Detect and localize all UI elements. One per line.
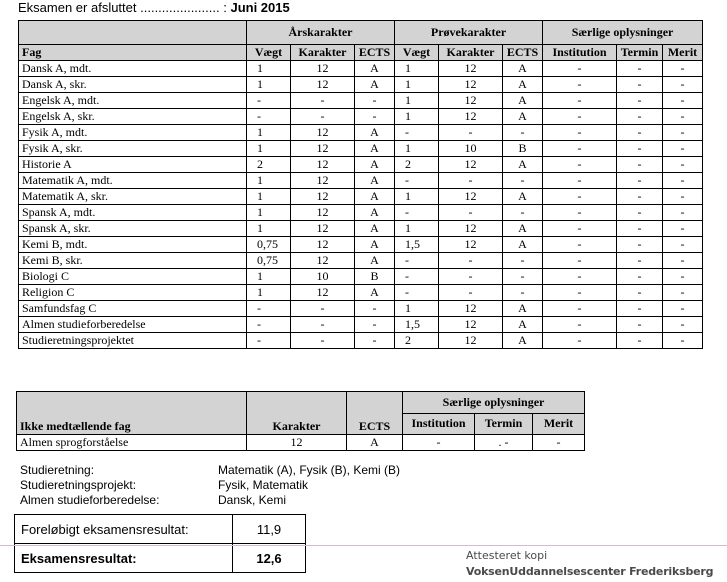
cell-fag: Almen studieforberedelse [19, 317, 247, 333]
cell-institution: - [543, 301, 617, 317]
cell-karakter-prove: 12 [439, 109, 503, 125]
cell-institution: - [543, 109, 617, 125]
cell-fag: Spansk A, mdt. [19, 205, 247, 221]
cell-institution: - [543, 269, 617, 285]
cell-termin: - [617, 301, 663, 317]
cell-vaegt: - [247, 317, 291, 333]
cell-merit: - [663, 253, 703, 269]
cell-merit: - [663, 157, 703, 173]
non-counting-table [16, 391, 585, 451]
cell-fag: Fysik A, mdt. [19, 125, 247, 141]
cell-vaegt: - [247, 93, 291, 109]
cell-vaegt-prove: 1 [395, 93, 439, 109]
cell-termin: - [617, 141, 663, 157]
cell-vaegt-prove: 1 [395, 109, 439, 125]
cell-karakter: 12 [291, 173, 355, 189]
cell-merit: - [663, 173, 703, 189]
cell-vaegt: 2 [247, 157, 291, 173]
cell-karakter-prove: 12 [439, 93, 503, 109]
almen-studieforberedelse-label: Almen studieforberedelse: [20, 493, 160, 507]
cell-karakter: - [291, 333, 355, 349]
table-row [19, 189, 703, 205]
cell-merit: - [663, 141, 703, 157]
cell-ects: A [355, 189, 395, 205]
cell-merit: - [663, 109, 703, 125]
cell-ects: A [355, 173, 395, 189]
studieretningsprojekt-value: Fysik, Matematik [218, 478, 309, 492]
cell-institution: - [543, 93, 617, 109]
results-box [14, 514, 306, 573]
cell-vaegt: 0,75 [247, 237, 291, 253]
cell-vaegt-prove: - [395, 253, 439, 269]
cell-karakter: 12 [291, 253, 355, 269]
cell-karakter: 12 [291, 221, 355, 237]
exam-completed-header [18, 0, 290, 15]
cell-karakter-prove: 12 [439, 189, 503, 205]
cell-termin: - [617, 285, 663, 301]
cell-ects: - [355, 109, 395, 125]
cell-ects: A [355, 205, 395, 221]
cell-institution: - [543, 61, 617, 77]
cell-institution: - [543, 77, 617, 93]
cell-karakter-prove: 12 [439, 317, 503, 333]
cell-fag: Studieretningsprojektet [19, 333, 247, 349]
cell-termin: - [617, 125, 663, 141]
cell-fag: Religion C [19, 285, 247, 301]
cell-ects: - [355, 93, 395, 109]
table-row [19, 221, 703, 237]
cell-karakter: 10 [291, 269, 355, 285]
cell-ects-prove: A [503, 301, 543, 317]
cell-merit: - [663, 333, 703, 349]
table-row [19, 125, 703, 141]
cell-institution: - [543, 173, 617, 189]
cell-termin: - [617, 205, 663, 221]
cell-institution: - [403, 435, 475, 451]
cell-institution: - [543, 157, 617, 173]
cell-vaegt: 0,75 [247, 253, 291, 269]
cell-ects: - [355, 317, 395, 333]
cell-termin: - [617, 317, 663, 333]
cell-karakter-prove: 12 [439, 77, 503, 93]
cell-institution: - [543, 125, 617, 141]
cell-vaegt-prove: 1 [395, 301, 439, 317]
cell-merit: - [533, 435, 585, 451]
header-provekarakter: Prøvekarakter [395, 21, 543, 45]
cell-karakter: - [291, 109, 355, 125]
table-row [19, 205, 703, 221]
studieretning-value: Matematik (A), Fysik (B), Kemi (B) [218, 463, 401, 477]
cell-karakter-prove: - [439, 205, 503, 221]
cell-karakter: 12 [291, 125, 355, 141]
cell-ects-prove: - [503, 269, 543, 285]
cell-karakter-prove: - [439, 285, 503, 301]
cell-vaegt: 1 [247, 77, 291, 93]
header-aarskarakter: Årskarakter [247, 21, 395, 45]
cell-vaegt-prove: 2 [395, 157, 439, 173]
attestation-stamp [466, 548, 713, 580]
cell-fag: Spansk A, skr. [19, 221, 247, 237]
cell-institution: - [543, 237, 617, 253]
cell-karakter: - [291, 93, 355, 109]
cell-fag: Dansk A, mdt. [19, 61, 247, 77]
cell-fag: Almen sprogforståelse [17, 435, 247, 451]
cell-karakter: 12 [291, 141, 355, 157]
col-merit: Merit [663, 45, 703, 61]
cell-ects-prove: - [503, 125, 543, 141]
table-row [19, 157, 703, 173]
final-result-label: Eksamensresultat: [15, 544, 233, 573]
cell-termin: - [617, 189, 663, 205]
cell-merit: - [663, 221, 703, 237]
cell-karakter: 12 [291, 189, 355, 205]
cell-institution: - [543, 221, 617, 237]
table-row [19, 269, 703, 285]
cell-merit: - [663, 301, 703, 317]
col-ects-2: ECTS [347, 392, 403, 435]
table-row [19, 109, 703, 125]
cell-vaegt: 1 [247, 173, 291, 189]
table-row [19, 333, 703, 349]
cell-institution: - [543, 205, 617, 221]
cell-termin: - [617, 157, 663, 173]
cell-merit: - [663, 269, 703, 285]
cell-termin: - [617, 269, 663, 285]
cell-vaegt: 1 [247, 141, 291, 157]
cell-karakter: 12 [291, 77, 355, 93]
table-row [19, 61, 703, 77]
header-saerlige-oplysninger: Særlige oplysninger [543, 21, 703, 45]
table-row [19, 253, 703, 269]
cell-merit: - [663, 189, 703, 205]
col-vaegt: Vægt [247, 45, 291, 61]
cell-fag: Kemi B, mdt. [19, 237, 247, 253]
almen-studieforberedelse-value: Dansk, Kemi [218, 493, 287, 507]
cell-karakter-prove: 12 [439, 157, 503, 173]
cell-karakter-prove: 12 [439, 221, 503, 237]
cell-karakter-prove: - [439, 269, 503, 285]
cell-institution: - [543, 333, 617, 349]
col-merit-2: Merit [533, 413, 585, 435]
cell-ects: A [355, 125, 395, 141]
cell-termin: - [617, 173, 663, 189]
cell-karakter-prove: 10 [439, 141, 503, 157]
table-row [19, 93, 703, 109]
cell-ects-prove: A [503, 93, 543, 109]
cell-vaegt-prove: - [395, 173, 439, 189]
cell-fag: Engelsk A, skr. [19, 109, 247, 125]
cell-vaegt: 1 [247, 269, 291, 285]
table-row [19, 317, 703, 333]
table-row [19, 141, 703, 157]
cell-ects: A [355, 141, 395, 157]
cell-ects: A [355, 77, 395, 93]
cell-merit: - [663, 237, 703, 253]
cell-karakter: 12 [291, 61, 355, 77]
cell-vaegt-prove: - [395, 269, 439, 285]
cell-karakter-prove: 12 [439, 301, 503, 317]
cell-fag: Samfundsfag C [19, 301, 247, 317]
cell-ects-prove: - [503, 173, 543, 189]
header-colon: : [223, 0, 227, 15]
cell-ects-prove: A [503, 109, 543, 125]
cell-ects: B [355, 269, 395, 285]
cell-ects-prove: B [503, 141, 543, 157]
cell-ects-prove: A [503, 189, 543, 205]
grades-table-blank-header [19, 21, 247, 45]
table-row [19, 301, 703, 317]
cell-merit: - [663, 61, 703, 77]
cell-ects-prove: - [503, 253, 543, 269]
cell-merit: - [663, 93, 703, 109]
col-institution: Institution [543, 45, 617, 61]
cell-vaegt-prove: 1,5 [395, 317, 439, 333]
cell-vaegt: - [247, 109, 291, 125]
cell-ects-prove: A [503, 77, 543, 93]
cell-institution: - [543, 317, 617, 333]
col-karakter: Karakter [291, 45, 355, 61]
cell-vaegt: 1 [247, 285, 291, 301]
stamp-line-2: VoksenUddannelsescenter Frederiksberg [466, 565, 714, 578]
cell-vaegt: 1 [247, 125, 291, 141]
cell-merit: - [663, 77, 703, 93]
cell-institution: - [543, 189, 617, 205]
cell-karakter: 12 [291, 157, 355, 173]
cell-ects: A [355, 221, 395, 237]
cell-ects-prove: - [503, 285, 543, 301]
cell-ects: - [355, 301, 395, 317]
header-dots: ...................... [140, 0, 220, 15]
cell-karakter: 12 [247, 435, 347, 451]
cell-termin: - [617, 333, 663, 349]
cell-vaegt-prove: - [395, 285, 439, 301]
cell-vaegt-prove: 1 [395, 77, 439, 93]
cell-institution: - [543, 141, 617, 157]
cell-ects: A [355, 285, 395, 301]
col-karakter-2: Karakter [247, 392, 347, 435]
cell-vaegt-prove: - [395, 205, 439, 221]
cell-ects: A [355, 237, 395, 253]
cell-fag: Historie A [19, 157, 247, 173]
cell-karakter: - [291, 317, 355, 333]
cell-termin: - [617, 77, 663, 93]
table-row [19, 77, 703, 93]
table-row [19, 173, 703, 189]
cell-merit: - [663, 317, 703, 333]
cell-ects-prove: A [503, 221, 543, 237]
cell-fag: Dansk A, skr. [19, 77, 247, 93]
cell-termin: - [617, 253, 663, 269]
table-row [19, 237, 703, 253]
col-termin: Termin [617, 45, 663, 61]
cell-termin: - [617, 109, 663, 125]
cell-institution: - [543, 285, 617, 301]
cell-merit: - [663, 125, 703, 141]
cell-merit: - [663, 205, 703, 221]
studieretning-label: Studieretning: [20, 463, 95, 477]
cell-vaegt-prove: 1 [395, 61, 439, 77]
cell-ects-prove: A [503, 317, 543, 333]
cell-ects-prove: - [503, 205, 543, 221]
cell-ects: - [355, 333, 395, 349]
cell-ects: A [355, 253, 395, 269]
col-fag: Fag [19, 45, 247, 61]
col-institution-2: Institution [403, 413, 475, 435]
cell-vaegt-prove: 1 [395, 141, 439, 157]
cell-institution: - [543, 253, 617, 269]
cell-karakter-prove: - [439, 125, 503, 141]
cell-karakter-prove: - [439, 173, 503, 189]
cell-ects: A [347, 435, 403, 451]
prelim-result-label: Foreløbigt eksamensresultat: [15, 515, 233, 544]
cell-karakter-prove: - [439, 253, 503, 269]
cell-merit: - [663, 285, 703, 301]
cell-fag: Engelsk A, mdt. [19, 93, 247, 109]
divider-line [0, 545, 727, 546]
cell-karakter-prove: 12 [439, 61, 503, 77]
exam-completed-date: Juni 2015 [230, 0, 290, 15]
cell-fag: Fysik A, skr. [19, 141, 247, 157]
cell-vaegt-prove: 1,5 [395, 237, 439, 253]
table-row [17, 435, 585, 451]
cell-karakter: 12 [291, 285, 355, 301]
cell-karakter-prove: 12 [439, 237, 503, 253]
cell-vaegt: - [247, 301, 291, 317]
col-vaegt-prove: Vægt [395, 45, 439, 61]
cell-ects-prove: A [503, 61, 543, 77]
cell-vaegt: 1 [247, 61, 291, 77]
cell-vaegt-prove: - [395, 125, 439, 141]
cell-vaegt-prove: 1 [395, 221, 439, 237]
prelim-result-value: 11,9 [233, 515, 306, 544]
cell-ects: A [355, 157, 395, 173]
cell-ects-prove: A [503, 333, 543, 349]
col-ects: ECTS [355, 45, 395, 61]
stamp-line-1: Attesteret kopi [466, 549, 548, 562]
cell-ects: A [355, 61, 395, 77]
cell-vaegt-prove: 2 [395, 333, 439, 349]
cell-vaegt: 1 [247, 221, 291, 237]
col-ikke-medtaellende-fag: Ikke medtællende fag [17, 392, 247, 435]
studieretningsprojekt-label: Studieretningsprojekt: [20, 478, 137, 492]
table-row [19, 285, 703, 301]
cell-fag: Matematik A, skr. [19, 189, 247, 205]
col-ects-prove: ECTS [503, 45, 543, 61]
col-termin-2: Termin [475, 413, 533, 435]
cell-termin: - [617, 221, 663, 237]
cell-vaegt: 1 [247, 205, 291, 221]
header-saerlige-oplysninger-2: Særlige oplysninger [403, 392, 585, 414]
cell-vaegt: - [247, 333, 291, 349]
cell-karakter: 12 [291, 205, 355, 221]
exam-completed-label: Eksamen er afsluttet [18, 0, 137, 15]
cell-termin: . - [475, 435, 533, 451]
cell-vaegt: 1 [247, 189, 291, 205]
cell-ects-prove: A [503, 237, 543, 253]
col-karakter-prove: Karakter [439, 45, 503, 61]
final-result-value: 12,6 [233, 544, 306, 573]
cell-termin: - [617, 237, 663, 253]
cell-karakter: 12 [291, 237, 355, 253]
cell-karakter-prove: 12 [439, 333, 503, 349]
cell-termin: - [617, 61, 663, 77]
grades-table [18, 20, 703, 349]
cell-termin: - [617, 93, 663, 109]
cell-vaegt-prove: 1 [395, 189, 439, 205]
cell-karakter: - [291, 301, 355, 317]
cell-fag: Kemi B, skr. [19, 253, 247, 269]
cell-ects-prove: A [503, 157, 543, 173]
cell-fag: Biologi C [19, 269, 247, 285]
cell-fag: Matematik A, mdt. [19, 173, 247, 189]
